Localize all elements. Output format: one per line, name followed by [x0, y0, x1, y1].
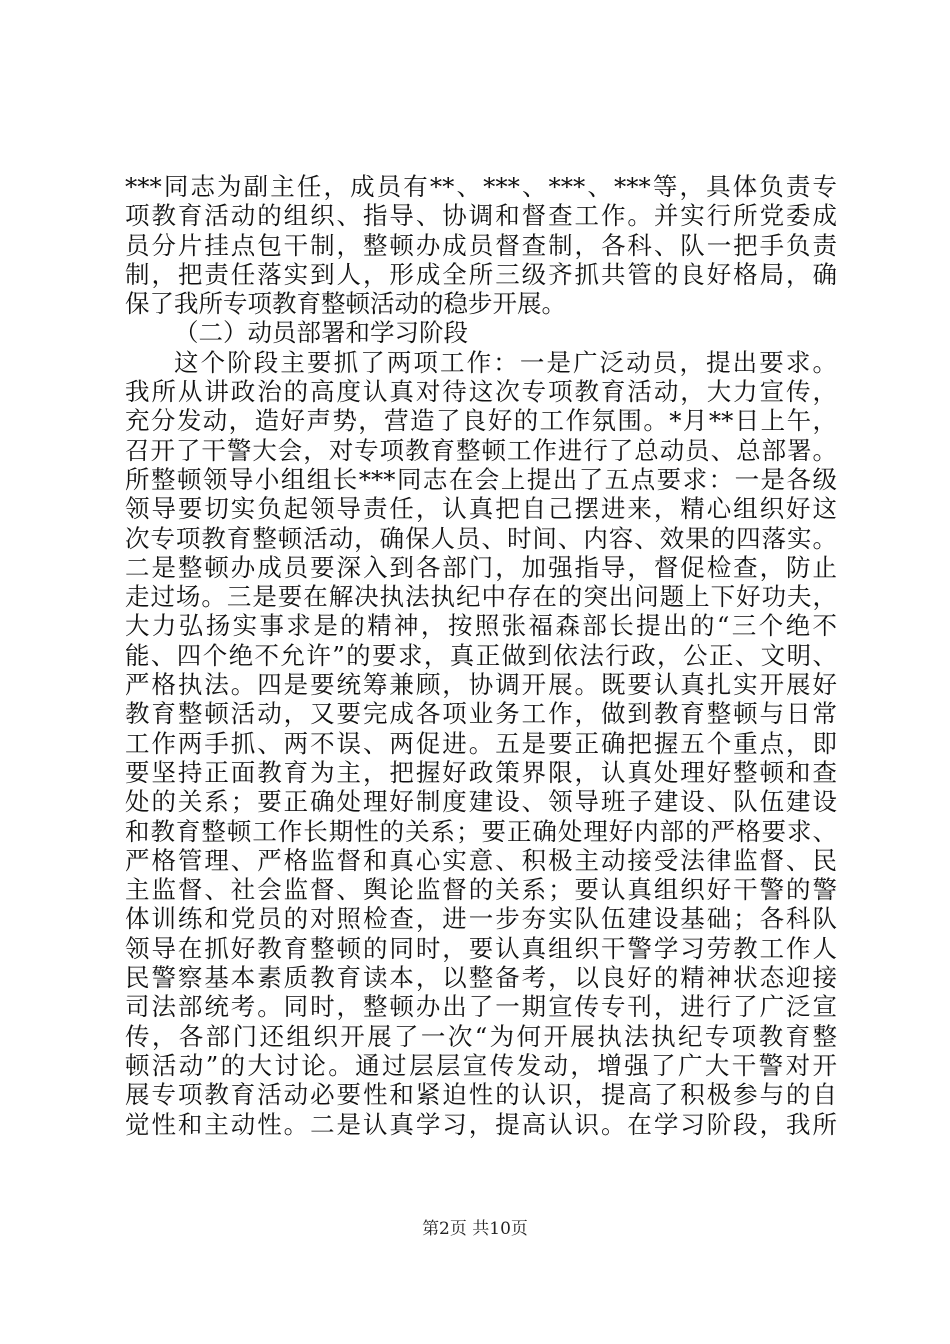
text-line: ***同志为副主任，成员有**、***、***、***等，具体负责专: [125, 172, 837, 201]
text-line: 教育整顿活动，又要完成各项业务工作，做到教育整顿与日常: [125, 699, 837, 729]
section-heading: （二）动员部署和学习阶段: [174, 318, 468, 348]
text-line: 次专项教育整顿活动，确保人员、时间、内容、效果的四落实。: [125, 523, 837, 553]
text-line: 召开了干警大会，对专项教育整顿工作进行了总动员、总部署。: [125, 435, 837, 465]
text-line: 和教育整顿工作长期性的关系；要正确处理好内部的严格要求、: [125, 816, 837, 846]
text-line: 严格执法。四是要统筹兼顾，协调开展。既要认真扎实开展好: [125, 670, 837, 700]
text-line: 制，把责任落实到人，形成全所三级齐抓共管的良好格局，确: [125, 259, 837, 289]
text-line: 领导要切实负起领导责任，认真把自己摆进来，精心组织好这: [125, 494, 837, 524]
document-body: [125, 172, 837, 1139]
text-line: 觉性和主动性。二是认真学习，提高认识。在学习阶段，我所: [125, 1109, 837, 1139]
text-line: 大力弘扬实事求是的精神，按照张福森部长提出的“三个绝不: [125, 611, 837, 641]
paragraph-first-line: 这个阶段主要抓了两项工作：一是广泛动员，提出要求。: [174, 347, 837, 377]
text-line: 严格管理、严格监督和真心实意、积极主动接受法律监督、民: [125, 845, 837, 875]
text-line: 走过场。三是要在解决执法执纪中存在的突出问题上下好功夫，: [125, 582, 837, 612]
text-line: 民警察基本素质教育读本，以整备考，以良好的精神状态迎接: [125, 963, 837, 993]
text-line: 顿活动”的大讨论。通过层层宣传发动，增强了广大干警对开: [125, 1050, 837, 1080]
text-line: 传，各部门还组织开展了一次“为何开展执法执纪专项教育整: [125, 1021, 837, 1051]
text-line: 能、四个绝不允许”的要求，真正做到依法行政，公正、文明、: [125, 640, 837, 670]
text-line: 领导在抓好教育整顿的同时，要认真组织干警学习劳教工作人: [125, 933, 837, 963]
text-line: 要坚持正面教育为主，把握好政策界限，认真处理好整顿和查: [125, 757, 837, 787]
text-line: 司法部统考。同时，整顿办出了一期宣传专刊，进行了广泛宣: [125, 992, 837, 1022]
text-line: 工作两手抓、两不误、两促进。五是要正确把握五个重点，即: [125, 728, 837, 758]
text-line: 主监督、社会监督、舆论监督的关系；要认真组织好干警的警: [125, 875, 837, 905]
text-line: 充分发动，造好声势，营造了良好的工作氛围。*月**日上午，: [125, 406, 837, 436]
text-line: 所整顿领导小组组长***同志在会上提出了五点要求：一是各级: [125, 464, 837, 494]
text-line: 体训练和党员的对照检查，进一步夯实队伍建设基础；各科队: [125, 904, 837, 934]
text-line: 处的关系；要正确处理好制度建设、领导班子建设、队伍建设: [125, 787, 837, 817]
text-line: 项教育活动的组织、指导、协调和督查工作。并实行所党委成: [125, 201, 837, 231]
text-line: 二是整顿办成员要深入到各部门，加强指导，督促检查，防止: [125, 552, 837, 582]
text-line: 员分片挂点包干制，整顿办成员督查制，各科、队一把手负责: [125, 230, 837, 260]
text-line: 展专项教育活动必要性和紧迫性的认识，提高了积极参与的自: [125, 1080, 837, 1110]
text-line: 我所从讲政治的高度认真对待这次专项教育活动，大力宣传，: [125, 377, 837, 407]
text-line: 保了我所专项教育整顿活动的稳步开展。: [125, 289, 566, 319]
page-number-footer: 第2页 共10页: [422, 1219, 528, 1239]
